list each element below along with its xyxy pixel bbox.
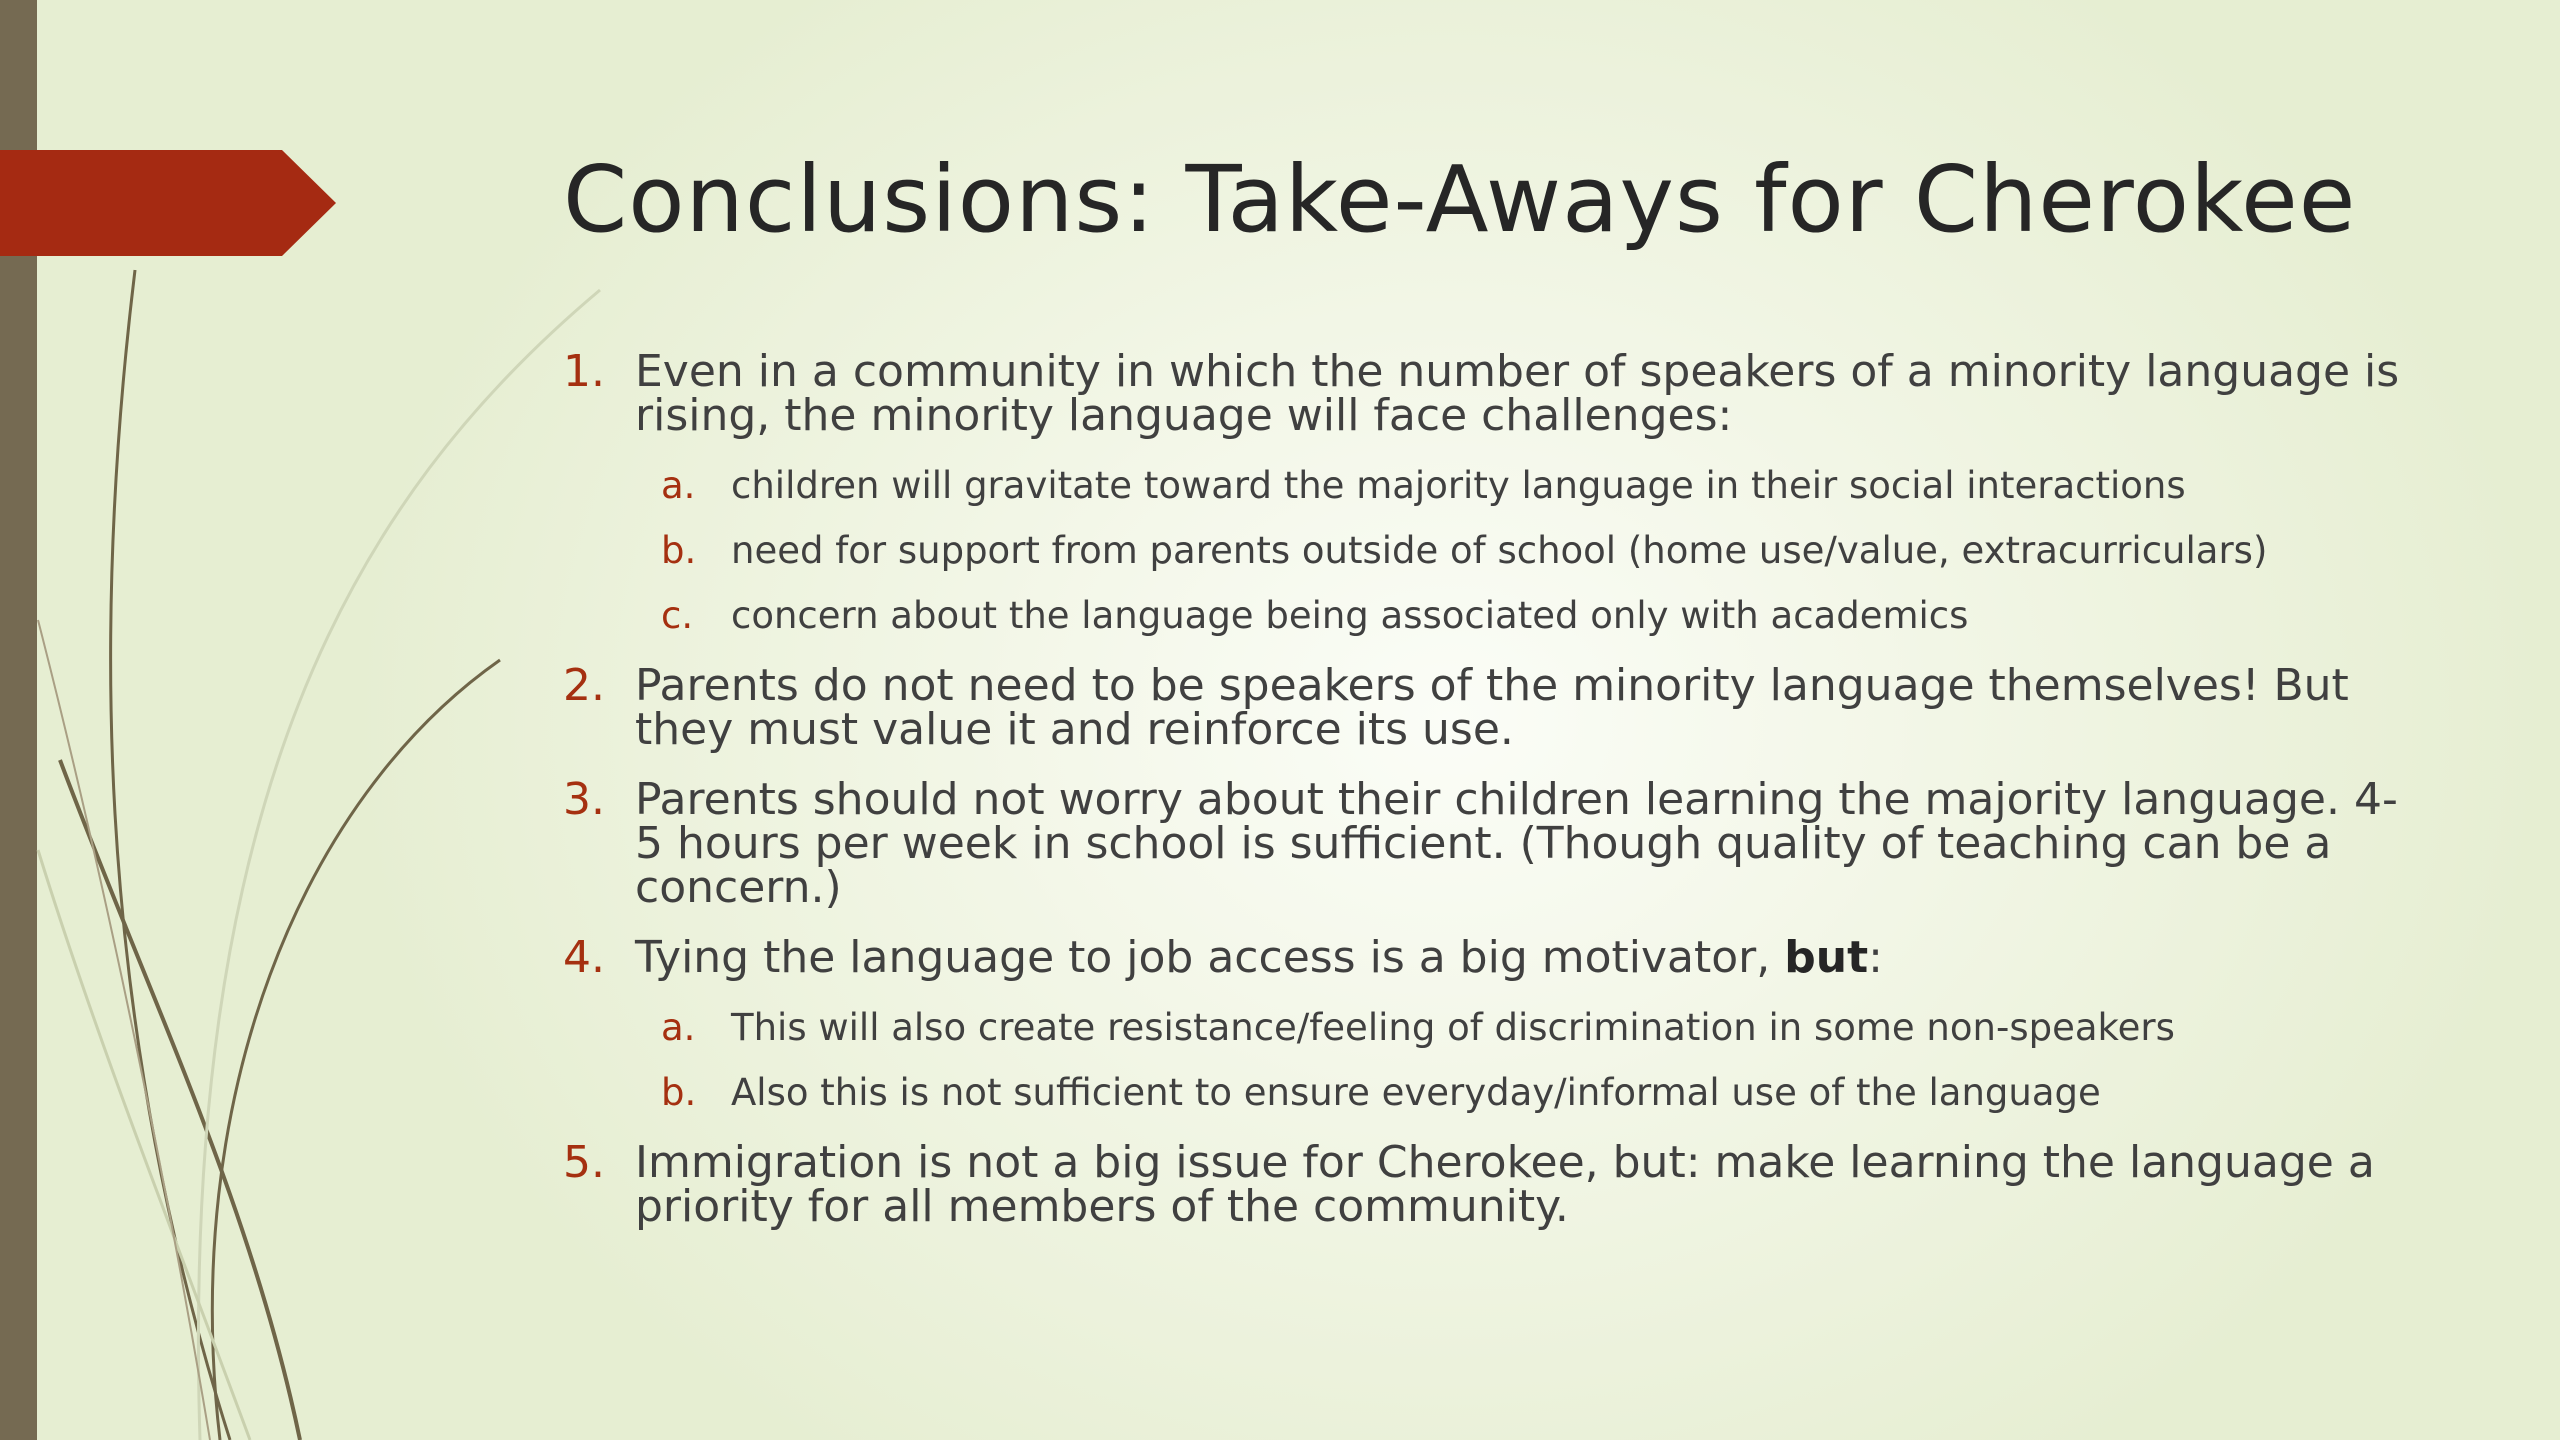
sub-list xyxy=(635,1006,2413,1115)
sub-item-c xyxy=(661,594,2413,638)
sub-item-a xyxy=(661,1006,2413,1050)
list-item-3 xyxy=(563,774,2413,913)
list-item-text-end: : xyxy=(1868,932,1883,983)
list-item-text: Even in a community in which the number of speakers of a minority language is rising, the minority language will face challenges: xyxy=(635,346,2400,441)
sub-list xyxy=(635,464,2413,638)
sub-item-text: need for support from parents outside of school (home use/value, extracurriculars) xyxy=(731,529,2268,572)
sub-item-text: This will also create resistance/feeling of discrimination in some non-speakers xyxy=(731,1006,2175,1049)
sub-item-text: Also this is not sufficient to ensure everyday/informal use of the language xyxy=(731,1071,2101,1114)
list-item-text: Tying the language to job access is a big motivator, xyxy=(635,932,1785,983)
list-item-text: Parents should not worry about their children learning the majority language. 4-5 hours per week in school is sufficient. (Though quality of teaching can be a concern.) xyxy=(635,774,2398,913)
sub-letter: a. xyxy=(661,1006,696,1049)
sub-letter: b. xyxy=(661,529,697,572)
list-item-text: Parents do not need to be speakers of the minority language themselves! But they must value it and reinforce its use. xyxy=(635,660,2349,755)
list-number: 1. xyxy=(563,346,605,397)
list-item-4 xyxy=(563,932,2413,1115)
conclusions-list xyxy=(563,346,2413,1255)
list-item-bold-text: but xyxy=(1784,932,1869,983)
list-number: 3. xyxy=(563,774,605,825)
slide-title: Conclusions: Take-Aways for Cherokee xyxy=(563,146,2357,253)
sub-letter: a. xyxy=(661,464,696,507)
sub-item-a xyxy=(661,464,2413,508)
sub-item-text: concern about the language being associated only with academics xyxy=(731,594,1969,637)
list-item-1 xyxy=(563,346,2413,638)
list-number: 4. xyxy=(563,932,605,983)
sub-item-b xyxy=(661,529,2413,573)
list-item-2 xyxy=(563,660,2413,755)
sub-letter: c. xyxy=(661,594,694,637)
list-item-text: Immigration is not a big issue for Cherokee, but: make learning the language a priority for all members of the community. xyxy=(635,1137,2375,1232)
list-item-5 xyxy=(563,1137,2413,1232)
list-number: 2. xyxy=(563,660,605,711)
title-arrow-shape xyxy=(0,150,336,256)
list-number: 5. xyxy=(563,1137,605,1188)
sub-letter: b. xyxy=(661,1071,697,1114)
sub-item-text: children will gravitate toward the majority language in their social interactions xyxy=(731,464,2186,507)
sub-item-b xyxy=(661,1071,2413,1115)
